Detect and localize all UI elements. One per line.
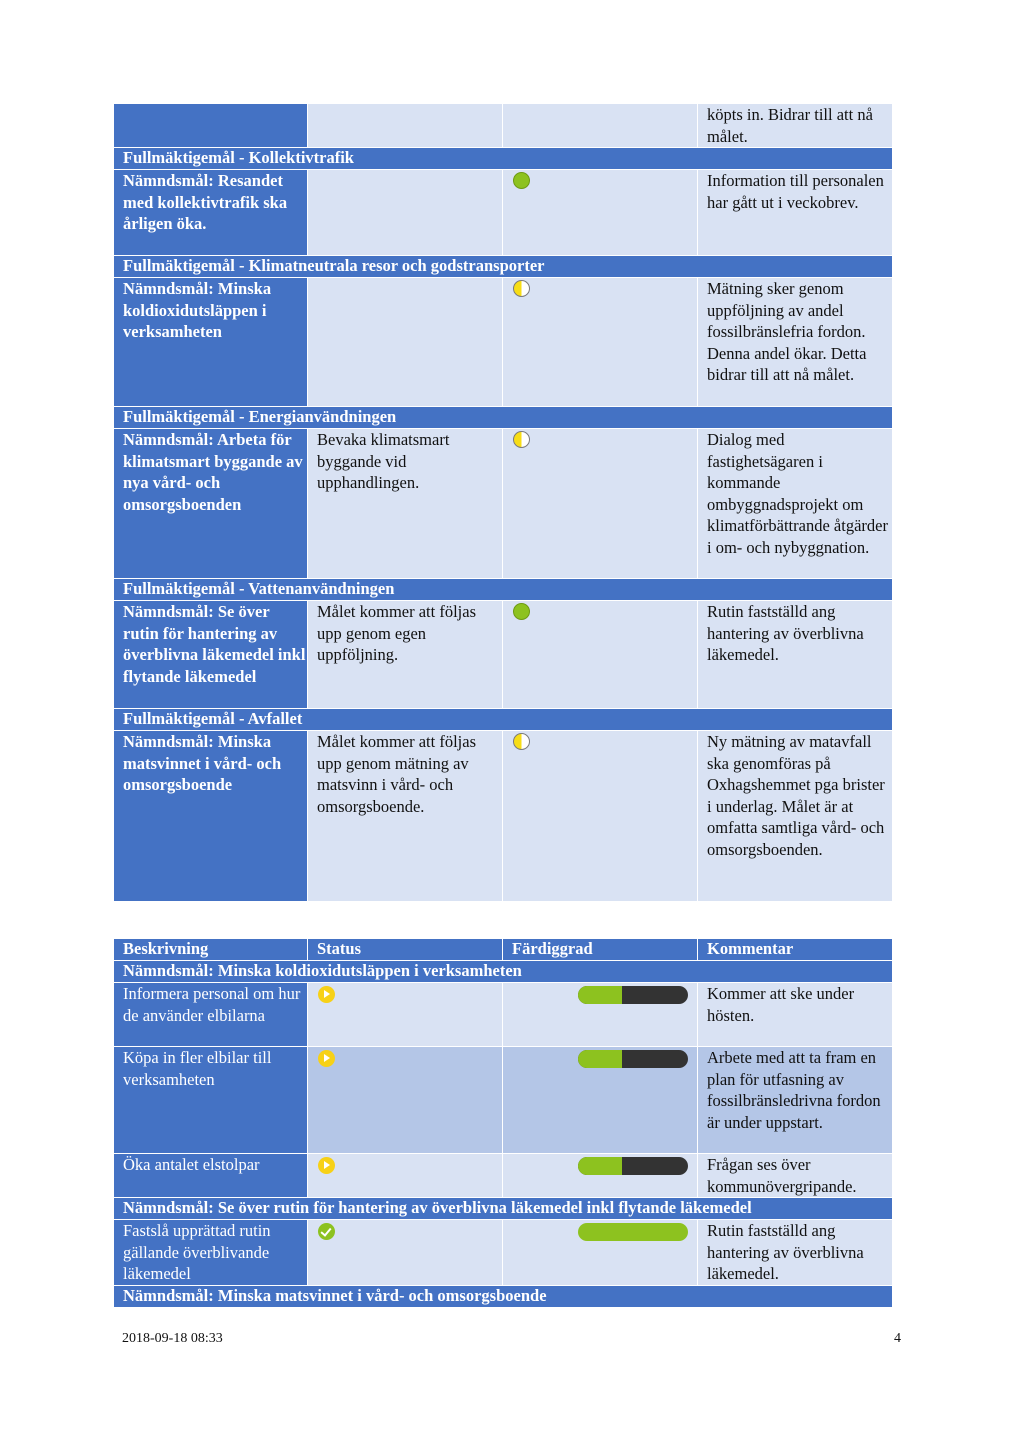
activity-description: Öka antalet elstolpar <box>114 1154 308 1198</box>
goal-title: Fullmäktigemål - Energianvändningen <box>114 407 893 429</box>
section-row <box>114 1285 893 1307</box>
header-description: Beskrivning <box>114 939 308 961</box>
progress-fill <box>578 1223 688 1241</box>
goal-header-row <box>114 579 893 601</box>
goal-name-cell: Nämndsmål: Resandet med kollektivtrafik ska årligen öka. <box>114 170 308 256</box>
activity-description: Informera personal om hur de använder elbilarna <box>114 983 308 1047</box>
activity-cell <box>308 170 503 256</box>
comment-cell: köpts in. Bidrar till att nå målet. <box>698 104 893 148</box>
progress-bar <box>578 1050 688 1068</box>
header-comment: Kommentar <box>698 939 893 961</box>
comment-cell: Dialog med fastighetsägaren i kommande ombyggnadsprojekt om klimatförbättrande åtgärder i om- och nybyggnation. <box>698 429 893 579</box>
comment-cell: Mätning sker genom uppföljning av andel fossilbränslefria fordon. Denna andel ökar. Detta bidrar till att nå målet. <box>698 278 893 407</box>
in-progress-icon <box>318 1050 335 1067</box>
table-row <box>114 170 893 256</box>
section-row <box>114 961 893 983</box>
in-progress-icon <box>318 986 335 1003</box>
goal-name-cell <box>114 104 308 148</box>
goal-title: Fullmäktigemål - Kollektivtrafik <box>114 148 893 170</box>
table-row <box>114 104 893 148</box>
status-half-icon <box>513 431 530 448</box>
activity-cell: Målet kommer att följas upp genom mätning av matsvinn i vård- och omsorgsboende. <box>308 731 503 902</box>
status-cell <box>308 1154 503 1198</box>
status-cell <box>308 1220 503 1286</box>
status-half-icon <box>513 733 530 750</box>
status-cell <box>503 601 698 709</box>
table-header-row <box>114 939 893 961</box>
progress-cell <box>503 1154 698 1198</box>
status-cell <box>503 278 698 407</box>
table-row <box>114 1154 893 1198</box>
goal-header-row <box>114 407 893 429</box>
section-title: Nämndsmål: Minska matsvinnet i vård- och omsorgsboende <box>114 1285 893 1307</box>
table-row <box>114 1220 893 1286</box>
progress-cell <box>503 1220 698 1286</box>
activity-cell: Målet kommer att följas upp genom egen uppföljning. <box>308 601 503 709</box>
progress-bar <box>578 1223 688 1241</box>
activity-cell: Bevaka klimatsmart byggande vid upphandlingen. <box>308 429 503 579</box>
progress-fill <box>578 986 622 1004</box>
header-status: Status <box>308 939 503 961</box>
progress-fill <box>578 1157 622 1175</box>
activity-description: Köpa in fler elbilar till verksamheten <box>114 1047 308 1154</box>
comment-cell: Ny mätning av matavfall ska genomföras på Oxhagshemmet pga brister i underlag. Målet är at omfatta samtliga vård- och omsorgsboenden. <box>698 731 893 902</box>
goal-title: Fullmäktigemål - Avfallet <box>114 709 893 731</box>
comment-cell: Arbete med att ta fram en plan för utfasning av fossilbränsledrivna fordon är under uppstart. <box>698 1047 893 1154</box>
table-row <box>114 731 893 902</box>
goal-name-cell: Nämndsmål: Arbeta för klimatsmart byggande av nya vård- och omsorgsboenden <box>114 429 308 579</box>
progress-bar <box>578 986 688 1004</box>
goal-name-cell: Nämndsmål: Minska matsvinnet i vård- och omsorgsboende <box>114 731 308 902</box>
comment-cell: Information till personalen har gått ut i veckobrev. <box>698 170 893 256</box>
status-cell <box>503 429 698 579</box>
progress-bar <box>578 1157 688 1175</box>
progress-cell <box>503 983 698 1047</box>
section-row <box>114 1198 893 1220</box>
footer-timestamp: 2018-09-18 08:33 <box>122 1331 223 1346</box>
comment-cell: Rutin fastställd ang hantering av överblivna läkemedel. <box>698 601 893 709</box>
status-cell <box>503 170 698 256</box>
table-row <box>114 983 893 1047</box>
section-title: Nämndsmål: Se över rutin för hantering av överblivna läkemedel inkl flytande läkemedel <box>114 1198 893 1220</box>
comment-cell: Kommer att ske under hösten. <box>698 983 893 1047</box>
progress-fill <box>578 1050 622 1068</box>
goals-table <box>113 103 893 902</box>
activities-table <box>113 938 893 1308</box>
section-title: Nämndsmål: Minska koldioxidutsläppen i verksamheten <box>114 961 893 983</box>
status-cell <box>503 731 698 902</box>
goal-title: Fullmäktigemål - Vattenanvändningen <box>114 579 893 601</box>
table-row <box>114 429 893 579</box>
header-progress: Färdiggrad <box>503 939 698 961</box>
footer-page-number: 4 <box>894 1331 901 1346</box>
comment-cell: Frågan ses över kommunövergripande. <box>698 1154 893 1198</box>
activity-description: Fastslå upprättad rutin gällande överblivande läkemedel <box>114 1220 308 1286</box>
status-cell <box>308 983 503 1047</box>
table-row <box>114 1047 893 1154</box>
goal-title: Fullmäktigemål - Klimatneutrala resor och godstransporter <box>114 256 893 278</box>
goal-name-cell: Nämndsmål: Se över rutin för hantering av överblivna läkemedel inkl flytande läkemedel <box>114 601 308 709</box>
goal-header-row <box>114 256 893 278</box>
table-row <box>114 278 893 407</box>
status-green-icon <box>513 603 530 620</box>
goal-header-row <box>114 709 893 731</box>
status-half-icon <box>513 280 530 297</box>
completed-check-icon <box>318 1223 335 1240</box>
comment-cell: Rutin fastställd ang hantering av överblivna läkemedel. <box>698 1220 893 1286</box>
status-green-icon <box>513 172 530 189</box>
goal-name-cell: Nämndsmål: Minska koldioxidutsläppen i verksamheten <box>114 278 308 407</box>
table-row <box>114 601 893 709</box>
in-progress-icon <box>318 1157 335 1174</box>
goal-header-row <box>114 148 893 170</box>
progress-cell <box>503 1047 698 1154</box>
status-cell <box>308 1047 503 1154</box>
activity-cell <box>308 278 503 407</box>
